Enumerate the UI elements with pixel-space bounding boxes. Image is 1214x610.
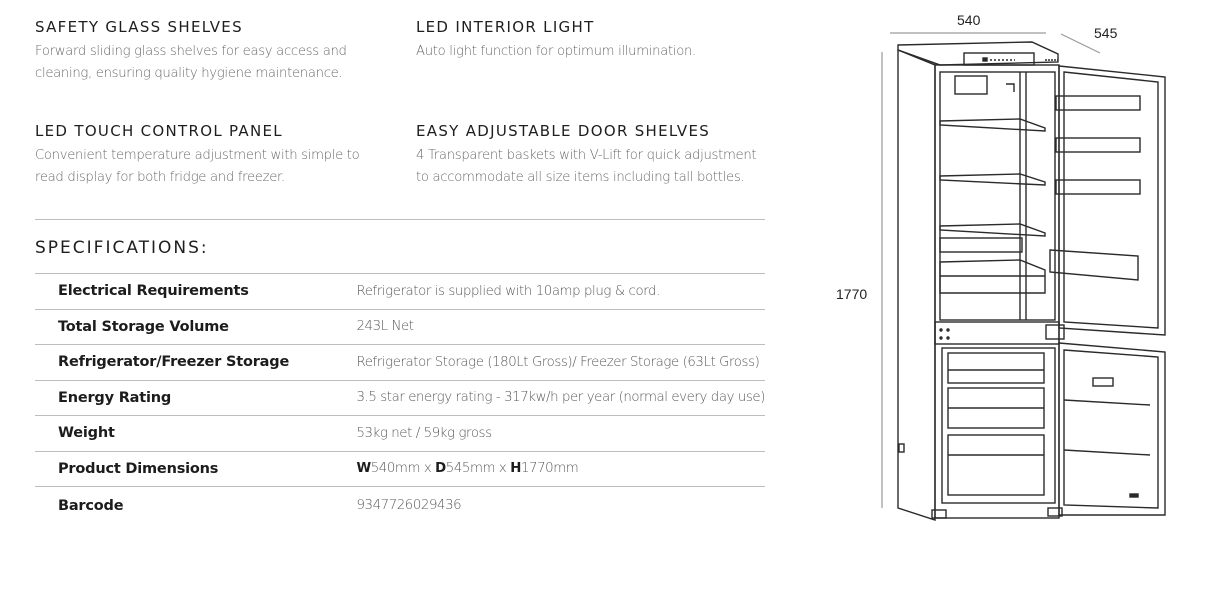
spec-label: Electrical Requirements xyxy=(35,274,356,310)
feature-led-touch-control-panel xyxy=(35,121,405,189)
feature-title: LED INTERIOR LIGHT xyxy=(416,18,595,36)
table-row xyxy=(35,380,765,416)
spec-value: 3.5 star energy rating - 317kw/h per year (normal every day use) xyxy=(356,380,765,416)
feature-led-interior-light xyxy=(416,17,786,63)
depth-dimension-label: 545 xyxy=(1094,25,1118,41)
spec-label: Weight xyxy=(35,416,356,452)
spec-value: Refrigerator Storage (180Lt Gross)/ Freezer Storage (63Lt Gross) xyxy=(356,345,765,381)
feature-description: Convenient temperature adjustment with simple to read display for both fridge and freezer. xyxy=(35,148,360,185)
table-row xyxy=(35,487,765,525)
table-row xyxy=(35,309,765,345)
fridge-outline xyxy=(898,42,1165,520)
feature-title: LED TOUCH CONTROL PANEL xyxy=(35,122,283,140)
table-row xyxy=(35,345,765,381)
table-row xyxy=(35,416,765,452)
feature-description: Forward sliding glass shelves for easy access and cleaning, ensuring quality hygiene maintenance. xyxy=(35,44,347,81)
height-dimension-label: 1770 xyxy=(836,286,868,302)
spec-label: Product Dimensions xyxy=(35,451,356,487)
feature-safety-glass-shelves xyxy=(35,17,405,85)
spec-value: Refrigerator is supplied with 10amp plug & cord. xyxy=(356,274,765,310)
dimension-lines xyxy=(882,33,1100,508)
feature-title: EASY ADJUSTABLE DOOR SHELVES xyxy=(416,122,711,140)
feature-title: SAFETY GLASS SHELVES xyxy=(35,18,243,36)
spec-label: Total Storage Volume xyxy=(35,309,356,345)
fridge-freezer-diagram xyxy=(820,0,1214,540)
spec-value-dimensions: W540mm x D545mm x H1770mm xyxy=(356,451,765,487)
specifications-title: SPECIFICATIONS: xyxy=(35,238,209,258)
spec-value: 9347726029436 xyxy=(356,498,462,514)
section-divider xyxy=(35,219,765,220)
table-row xyxy=(35,274,765,310)
feature-description: 4 Transparent baskets with V-Lift for quick adjustment to accommodate all size items including tall bottles. xyxy=(416,148,757,185)
feature-easy-adjustable-door-shelves xyxy=(416,121,796,189)
spec-label: Refrigerator/Freezer Storage xyxy=(35,345,356,381)
spec-label: Energy Rating xyxy=(35,380,356,416)
table-row xyxy=(35,451,765,487)
specifications-table xyxy=(35,273,765,525)
feature-description: Auto light function for optimum illumination. xyxy=(416,44,696,59)
spec-label: Barcode xyxy=(58,497,124,514)
spec-value: 243L Net xyxy=(356,309,765,345)
width-dimension-label: 540 xyxy=(957,12,981,28)
spec-value: 53kg net / 59kg gross xyxy=(356,416,765,452)
